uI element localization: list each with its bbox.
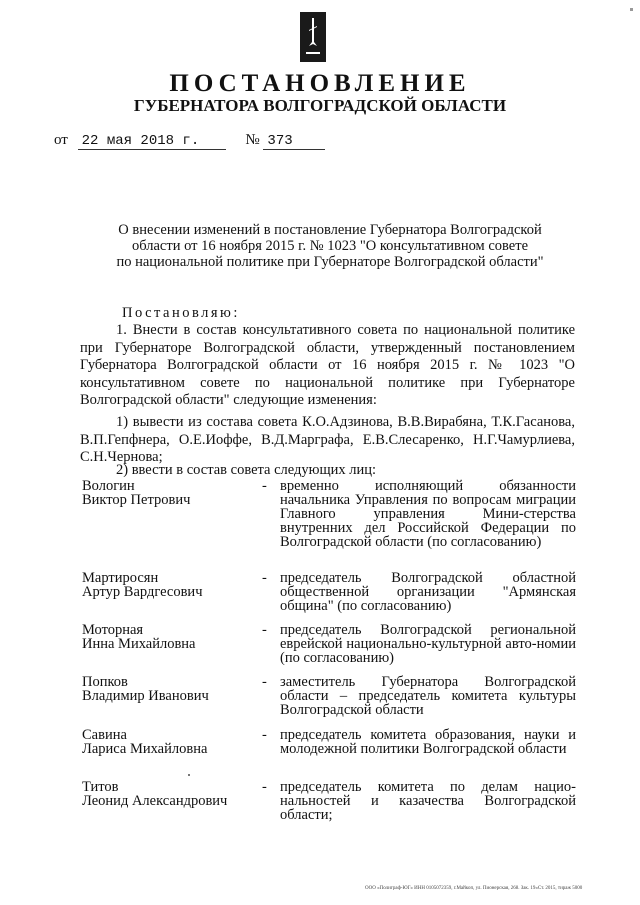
member-name: Савина Лариса Михайловна	[82, 727, 208, 757]
document-subject	[80, 222, 580, 270]
number-label: №	[245, 132, 260, 148]
scan-speck	[188, 774, 190, 776]
subject-line: О внесении изменений в постановление Губернатора Волгоградской	[118, 222, 542, 238]
member-dash: -	[262, 478, 267, 494]
coat-of-arms-emblem	[300, 12, 326, 62]
printer-imprint: ООО «Полиграф-ЮГ» ИНН 0105072359, г.Майкоп, ул. Пионерская, 268. Зак. 19«Ст. 2015, тираж 5000	[365, 886, 583, 891]
scan-speck	[630, 8, 633, 11]
member-position: председатель Волгоградской региональной еврейской национально-культурной авто-номии (по согласованию)	[280, 622, 576, 666]
member-dash: -	[262, 622, 267, 638]
document-number: 373	[263, 133, 325, 150]
member-dash: -	[262, 674, 267, 690]
member-dash: -	[262, 570, 267, 586]
member-name: Попков Владимир Иванович	[82, 674, 209, 704]
member-name: Мартиросян Артур Вардгесович	[82, 570, 203, 600]
document-date: 22 мая 2018 г.	[78, 133, 226, 150]
member-dash: -	[262, 727, 267, 743]
member-position: заместитель Губернатора Волгоградской области – председатель комитета культуры Волгоградской области	[280, 674, 576, 718]
member-position: председатель комитета по делам нацио-нальностей и казачества Волгоградской области;	[280, 779, 576, 823]
decree-word: Постановляю:	[122, 305, 240, 321]
member-name: Моторная Инна Михайловна	[82, 622, 196, 652]
date-label: от	[54, 132, 68, 148]
item-1-paragraph: 1. Внести в состав консультативного совета по национальной политике при Губернаторе Волгоградской области, утвержденный постановлением Губернатора Волгоградской области от 16 ноября 2015 г. № 1023 "О консультативном совете по национальной политике при Губернаторе Волгоградской области" следующие изменения:	[80, 322, 575, 408]
document-subtitle: ГУБЕРНАТОРА ВОЛГОГРАДСКОЙ ОБЛАСТИ	[133, 96, 507, 115]
member-position: председатель Волгоградской областной общественной организации "Армянская община" (по согласованию)	[280, 570, 576, 614]
subject-line: по национальной политике при Губернаторе Волгоградской области"	[116, 254, 544, 270]
subitem-2-paragraph: 2) ввести в состав совета следующих лиц:	[116, 462, 377, 478]
document-meta	[54, 132, 325, 150]
subitem-1-paragraph: 1) вывести из состава совета К.О.Адзинова, В.В.Вирабяна, Т.К.Гасанова, В.П.Гепфнера, О.Е.Иоффе, В.Д.Марграфа, Е.В.Слесаренко, Н.Г.Чамурлиева, С.Н.Чернова;	[80, 414, 575, 465]
subject-line: области от 16 ноября 2015 г. № 1023 "О консультативном совете	[131, 238, 529, 254]
member-name: Вологин Виктор Петрович	[82, 478, 191, 508]
member-position: председатель комитета образования, науки и молодежной политики Волгоградской области	[280, 727, 576, 757]
member-position: временно исполняющий обязанности начальника Управления по вопросам миграции Главного управления Мини-стерства внутренних дел Российской Федерации по Волгоградской области (по согласованию)	[280, 478, 576, 550]
member-name: Титов Леонид Александрович	[82, 779, 228, 809]
document-title: ПОСТАНОВЛЕНИЕ	[169, 70, 471, 97]
member-dash: -	[262, 779, 267, 795]
